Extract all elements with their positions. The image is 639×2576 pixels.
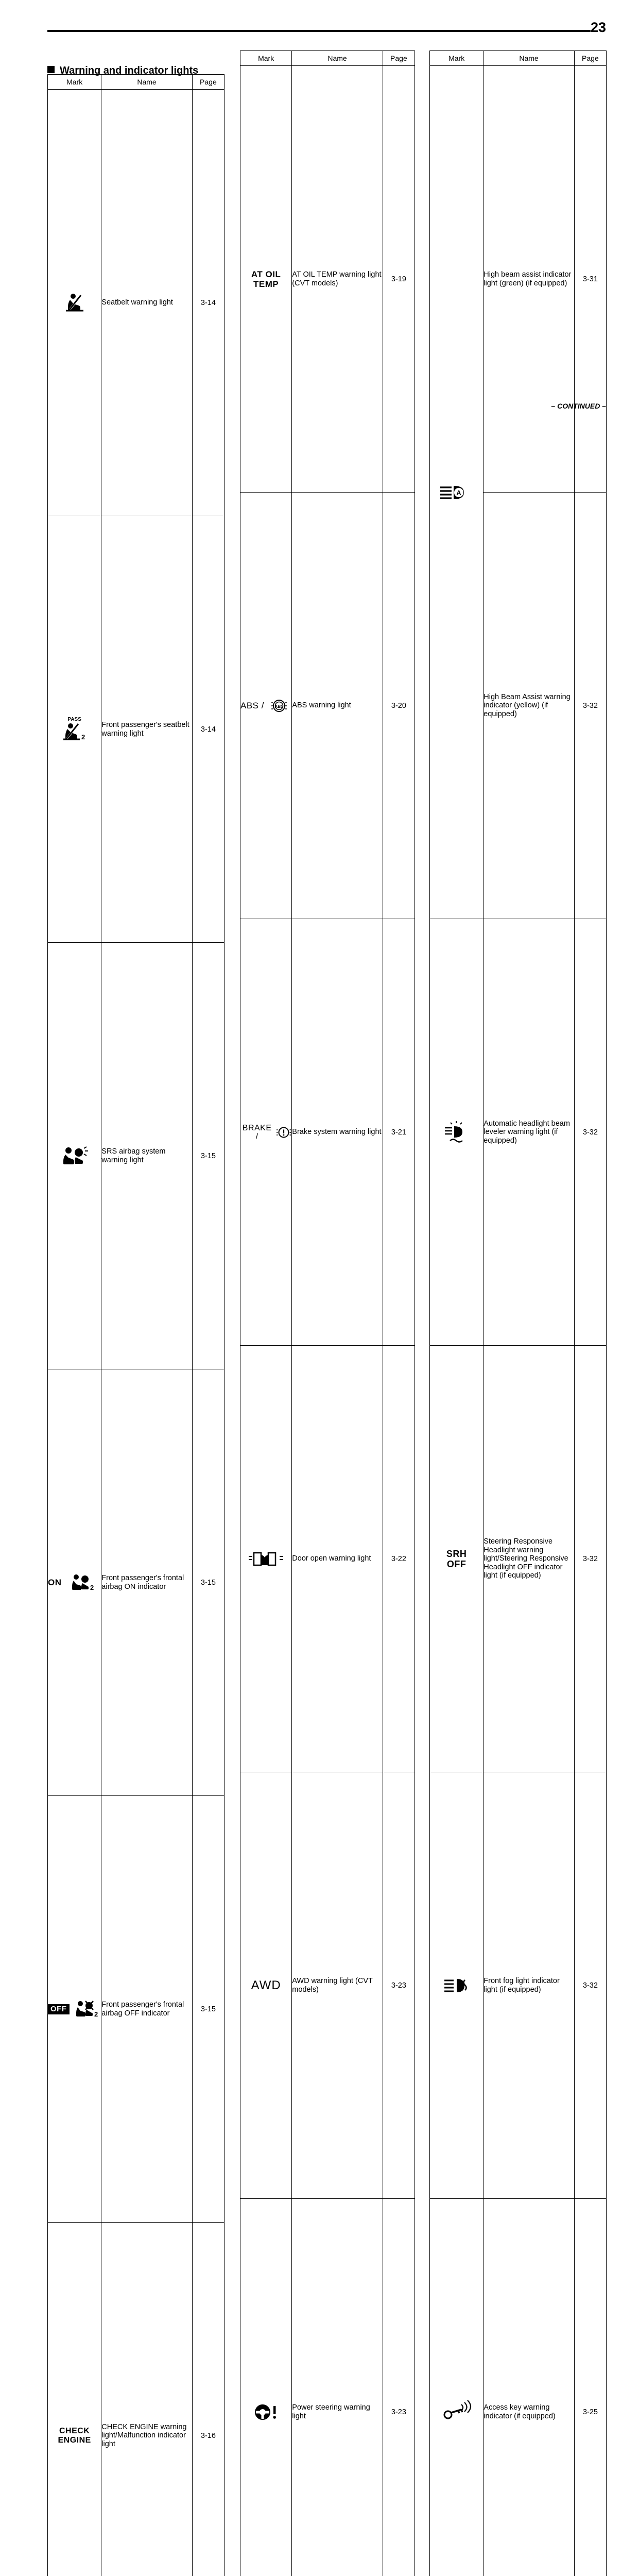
row-page: 3-32 [574, 1772, 606, 2199]
row-page: 3-25 [574, 2199, 606, 2576]
row-name: High Beam Assist warning indicator (yellow) (if equipped) [483, 493, 575, 919]
column-header-page: Page [192, 75, 224, 90]
svg-text:2: 2 [94, 2010, 98, 2018]
on-label: ON [48, 1578, 62, 1587]
power-steering-icon [240, 2199, 292, 2576]
passenger-airbag-on-icon [48, 1369, 101, 1796]
column-header-page: Page [383, 51, 415, 66]
table-row [430, 1772, 607, 2199]
row-name: CHECK ENGINE warning light/Malfunction indicator light [101, 2223, 193, 2576]
row-page: 3-20 [383, 493, 415, 919]
warning-lights-table-3 [429, 50, 607, 2576]
row-name: Front passenger's frontal airbag OFF indicator [101, 1796, 193, 2223]
at-oil-temp-label: AT OIL TEMP [240, 269, 291, 289]
row-name: High beam assist indicator light (green) (if equipped) [483, 66, 575, 493]
table-row [48, 1369, 224, 1796]
front-fog-light-icon [430, 1772, 483, 2199]
table-column-3 [429, 50, 607, 2576]
off-label: OFF [48, 2004, 70, 2014]
row-name: AWD warning light (CVT models) [292, 1772, 383, 2199]
column-header-mark: Mark [430, 51, 483, 66]
at-oil-temp-text-icon [240, 66, 292, 493]
check-engine-text-icon [48, 2223, 101, 2576]
row-page: 3-23 [383, 1772, 415, 2199]
table-row [240, 493, 415, 919]
row-name: AT OIL TEMP warning light (CVT models) [292, 66, 383, 493]
column-header-page: Page [574, 51, 606, 66]
svg-text:A: A [456, 489, 461, 497]
row-page: 3-15 [192, 1369, 224, 1796]
row-name: Door open warning light [292, 1346, 383, 1772]
front-passenger-seatbelt-icon: PASS 2 [48, 516, 101, 943]
table-row [48, 943, 224, 1369]
header-rule [47, 30, 591, 32]
row-page: 3-32 [574, 493, 606, 919]
awd-label: AWD [240, 1981, 291, 1990]
table-row [240, 2199, 415, 2576]
awd-text-icon [240, 1772, 292, 2199]
access-key-icon [430, 2199, 483, 2576]
page-title-text: Warning and indicator lights [60, 65, 198, 76]
srh-off-label: SRH OFF [430, 1549, 483, 1569]
column-header-mark: Mark [48, 75, 101, 90]
table-row [430, 1346, 607, 1772]
row-name: Front passenger's seatbelt warning light [101, 516, 193, 943]
table-row [240, 1346, 415, 1772]
table-row [48, 516, 224, 943]
table-header-row [48, 75, 224, 90]
row-page: 3-14 [192, 516, 224, 943]
bullet-square-icon [47, 66, 55, 73]
table-column-1 [47, 74, 224, 2576]
row-name: Brake system warning light [292, 919, 383, 1346]
row-page: 3-16 [192, 2223, 224, 2576]
row-page: 3-15 [192, 943, 224, 1369]
door-open-icon [240, 1346, 292, 1772]
row-page: 3-19 [383, 66, 415, 493]
row-page: 3-21 [383, 919, 415, 1346]
table-row [48, 90, 224, 516]
row-name: Power steering warning light [292, 2199, 383, 2576]
table-row [430, 66, 607, 493]
table-row [240, 919, 415, 1346]
row-name: SRS airbag system warning light [101, 943, 193, 1369]
table-row [240, 66, 415, 493]
check-engine-label: CHECK ENGINE [48, 2427, 101, 2445]
table-header-row [240, 51, 415, 66]
high-beam-assist-icon [430, 66, 483, 919]
row-name: Steering Responsive Headlight warning light/Steering Responsive Headlight OFF indicator light (if equipped) [483, 1346, 575, 1772]
row-name: Automatic headlight beam leveler warning light (if equipped) [483, 919, 575, 1346]
seatbelt-warning-icon [48, 90, 101, 516]
table-row [430, 2199, 607, 2576]
row-page: 3-22 [383, 1346, 415, 1772]
table-row [240, 1772, 415, 2199]
abs-label: ABS / [240, 701, 264, 710]
row-page: 3-31 [574, 66, 606, 493]
row-name: Access key warning indicator (if equipped) [483, 2199, 575, 2576]
row-page: 3-23 [383, 2199, 415, 2576]
table-row [48, 2223, 224, 2576]
row-name: Front passenger's frontal airbag ON indicator [101, 1369, 193, 1796]
column-header-mark: Mark [240, 51, 292, 66]
column-header-name: Name [101, 75, 193, 90]
brake-label: BRAKE / [240, 1124, 273, 1141]
column-header-name: Name [292, 51, 383, 66]
row-page: 3-32 [574, 919, 606, 1346]
manual-page [0, 0, 639, 426]
srs-airbag-icon [48, 943, 101, 1369]
warning-lights-table-1 [47, 74, 224, 2576]
table-column-2 [240, 50, 415, 2576]
row-page: 3-15 [192, 1796, 224, 2223]
svg-text:2: 2 [90, 1584, 94, 1591]
warning-lights-table-2 [240, 50, 415, 2576]
row-page: 3-32 [574, 1346, 606, 1772]
row-page: 3-14 [192, 90, 224, 516]
brake-system-icon [240, 919, 292, 1346]
page-number: 23 [591, 20, 606, 36]
abs-warning-icon [240, 493, 292, 919]
auto-headlight-beam-leveler-icon [430, 919, 483, 1346]
row-name: Front fog light indicator light (if equipped) [483, 1772, 575, 2199]
table-row [48, 1796, 224, 2223]
table-row [430, 919, 607, 1346]
srh-off-text-icon [430, 1346, 483, 1772]
passenger-airbag-off-icon [48, 1796, 101, 2223]
row-name: Seatbelt warning light [101, 90, 193, 516]
svg-text:2: 2 [81, 733, 85, 741]
table-header-row [430, 51, 607, 66]
continued-note: – CONTINUED – [551, 402, 606, 410]
row-name: ABS warning light [292, 493, 383, 919]
column-header-name: Name [483, 51, 575, 66]
svg-text:ABS: ABS [275, 704, 284, 709]
